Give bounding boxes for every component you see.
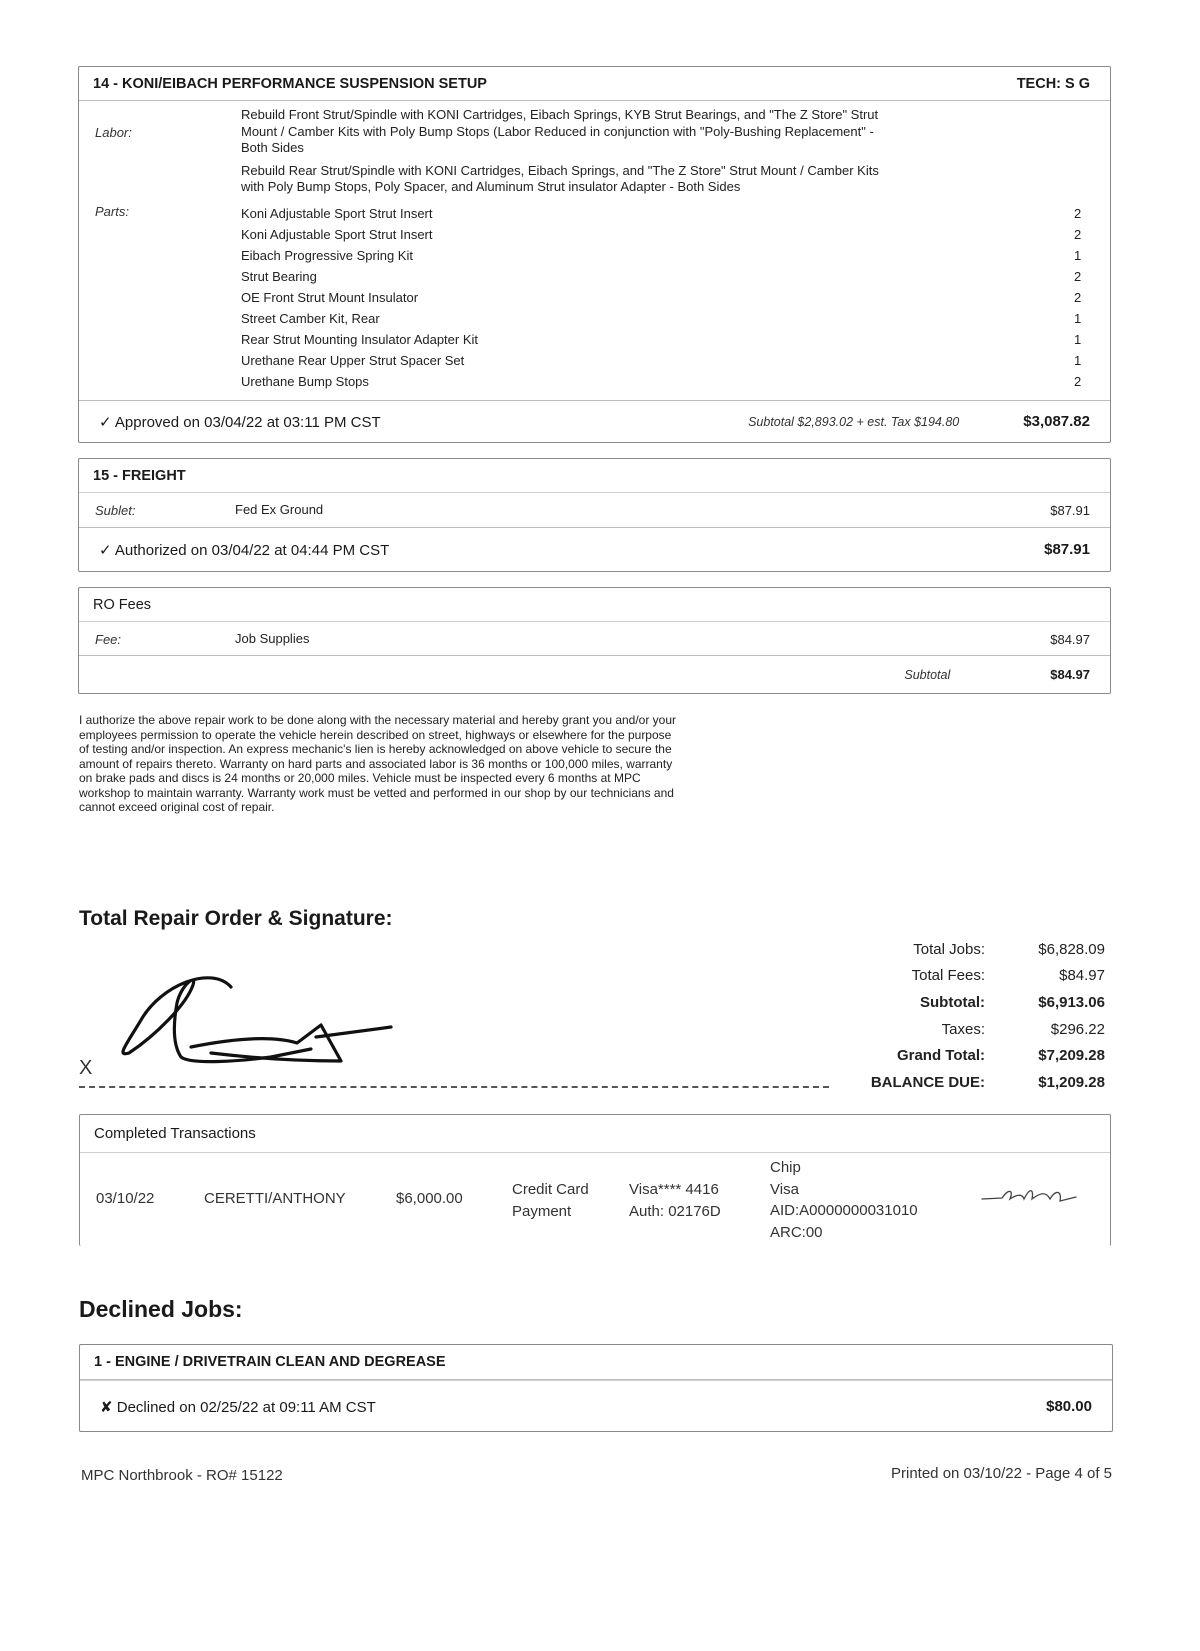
part-quantity: 1 xyxy=(1074,247,1082,263)
job-15-sublet xyxy=(79,493,1110,527)
sublet-amount: $87.91 xyxy=(1050,502,1090,518)
transactions-header xyxy=(80,1115,1110,1153)
fee-label: Fee: xyxy=(95,631,122,647)
totals-label: Subtotal: xyxy=(920,993,985,1011)
part-row xyxy=(241,351,1086,372)
totals-value: $1,209.28 xyxy=(1038,1073,1105,1091)
signature-line xyxy=(79,1086,829,1088)
parts-label: Parts: xyxy=(95,203,129,219)
ro-fees-subtotal: $84.97 xyxy=(1050,667,1090,682)
transactions-title: Completed Transactions xyxy=(94,1125,256,1142)
job-15-status: ✓ Authorized on 03/04/22 at 04:44 PM CST xyxy=(99,541,390,559)
part-name: Urethane Bump Stops xyxy=(241,373,369,389)
totals-label: Total Jobs: xyxy=(913,940,985,958)
declined-job-header xyxy=(80,1345,1112,1380)
job-14-parts xyxy=(79,196,1110,393)
transaction-amount: $6,000.00 xyxy=(396,1190,463,1207)
part-row xyxy=(241,330,1086,351)
labor-line-2: Rebuild Rear Strut/Spindle with KONI Cartridges, Eibach Springs, and "The Z Store" Strut Mount / Camber Kits with Poly Bump Stops, Poly Spacer, and Aluminum Strut insulator Adapter - Both Sides xyxy=(241,162,879,194)
job-14-card xyxy=(78,66,1111,443)
declined-job-amount: $80.00 xyxy=(1046,1398,1092,1415)
transaction-method-2: Payment xyxy=(512,1203,572,1220)
part-name: OE Front Strut Mount Insulator xyxy=(241,289,419,305)
part-quantity: 2 xyxy=(1074,289,1082,305)
totals-row xyxy=(800,936,1105,963)
ro-fees-footer xyxy=(79,655,1110,693)
customer-signature xyxy=(101,965,421,1085)
transaction-row xyxy=(80,1153,1110,1247)
totals-label: Total Fees: xyxy=(911,967,985,985)
part-row xyxy=(241,309,1086,330)
transaction-chip: Chip xyxy=(770,1159,801,1176)
totals-row xyxy=(800,989,1105,1016)
totals-heading: Total Repair Order & Signature: xyxy=(79,907,393,930)
job-14-footer xyxy=(79,400,1110,442)
ro-fees-header xyxy=(79,588,1110,622)
transaction-card: Visa**** 4416 xyxy=(629,1181,719,1198)
job-14-labor xyxy=(79,101,1110,196)
authorization-disclaimer: I authorize the above repair work to be done along with the necessary material and hereby grant you and/or your employees permission to operate the vehicle herein described on street, highways or elsewhere for the purpose of testing and/or inspection. An express mechanic's lien is hereby acknowledged on above vehicle to secure the amount of repairs thereto. Warranty on hard parts and associated labor is 36 months or 100,000 miles, warranty on brake pads and discs is 24 months or 20,000 miles. Vehicle must be inspected every 6 months at MPC workshop to maintain warranty. Warranty work must be vetted and performed in our shop by our technicians and cannot exceed original cost of repair. xyxy=(79,713,677,814)
job-14-title: 14 - KONI/EIBACH PERFORMANCE SUSPENSION SETUP xyxy=(93,75,487,92)
part-quantity: 2 xyxy=(1074,205,1082,221)
totals-value: $6,913.06 xyxy=(1038,993,1105,1011)
footer-shop-ro: MPC Northbrook - RO# 15122 xyxy=(81,1467,283,1484)
transaction-arc: ARC:00 xyxy=(770,1223,823,1241)
sublet-label: Sublet: xyxy=(95,502,136,518)
part-quantity: 2 xyxy=(1074,268,1082,284)
transaction-method-1: Credit Card xyxy=(512,1181,589,1198)
totals-table xyxy=(800,936,1105,1096)
labor-label: Labor: xyxy=(95,125,132,140)
sublet-description: Fed Ex Ground xyxy=(235,501,324,517)
part-name: Koni Adjustable Sport Strut Insert xyxy=(241,205,433,221)
totals-label: BALANCE DUE: xyxy=(870,1073,985,1091)
labor-line-1: Rebuild Front Strut/Spindle with KONI Cartridges, Eibach Springs, KYB Strut Bearings, and "The Z Store" Strut Mount / Camber Kits with Poly Bump Stops (Labor Reduced in conjunction with "Poly-Bushing Replacement" - Both Sides xyxy=(241,107,879,155)
footer-printed-page: Printed on 03/10/22 - Page 4 of 5 xyxy=(891,1465,1112,1482)
part-row xyxy=(241,288,1086,309)
part-row xyxy=(241,267,1086,288)
transaction-name: CERETTI/ANTHONY xyxy=(204,1190,346,1207)
transaction-aid: AID:A0000000031010 xyxy=(770,1202,918,1219)
parts-list xyxy=(241,204,1086,393)
signature-x-mark: X xyxy=(79,1057,93,1079)
part-quantity: 2 xyxy=(1074,226,1082,242)
totals-row xyxy=(800,963,1105,990)
ro-fees-card xyxy=(78,587,1111,694)
transaction-signature xyxy=(980,1181,1080,1211)
part-name: Eibach Progressive Spring Kit xyxy=(241,247,413,263)
job-14-total: $3,087.82 xyxy=(1023,413,1090,430)
part-name: Koni Adjustable Sport Strut Insert xyxy=(241,226,433,242)
totals-row xyxy=(800,1069,1105,1096)
part-quantity: 2 xyxy=(1074,373,1082,389)
totals-value: $6,828.09 xyxy=(1038,940,1105,958)
transactions-card xyxy=(79,1114,1111,1246)
totals-row xyxy=(800,1042,1105,1069)
part-row xyxy=(241,225,1086,246)
declined-heading: Declined Jobs: xyxy=(79,1296,243,1322)
totals-value: $296.22 xyxy=(1050,1020,1105,1038)
totals-label: Grand Total: xyxy=(896,1047,985,1065)
job-15-total: $87.91 xyxy=(1044,541,1090,558)
transaction-chip-brand: Visa xyxy=(770,1180,799,1198)
job-14-header xyxy=(79,67,1110,101)
job-14-tech: TECH: S G xyxy=(1016,75,1090,92)
job-14-status: ✓ Approved on 03/04/22 at 03:11 PM CST xyxy=(99,413,381,431)
part-row xyxy=(241,204,1086,225)
part-row xyxy=(241,372,1086,393)
part-row xyxy=(241,246,1086,267)
totals-row xyxy=(800,1016,1105,1043)
transaction-date: 03/10/22 xyxy=(96,1190,155,1207)
ro-fees-title: RO Fees xyxy=(93,596,152,613)
fee-amount: $84.97 xyxy=(1050,631,1090,647)
job-15-header xyxy=(79,459,1110,493)
declined-job-card xyxy=(79,1344,1113,1432)
declined-job-footer xyxy=(80,1380,1112,1432)
job-14-subtotal-text: Subtotal $2,893.02 + est. Tax $194.80 xyxy=(748,414,960,429)
fee-description: Job Supplies xyxy=(235,630,310,646)
totals-label: Taxes: xyxy=(941,1020,985,1038)
part-name: Street Camber Kit, Rear xyxy=(241,310,380,326)
ro-fees-subtotal-label: Subtotal xyxy=(904,667,951,682)
signature-area xyxy=(79,955,839,1095)
transaction-auth: Auth: 02176D xyxy=(629,1203,721,1220)
part-name: Urethane Rear Upper Strut Spacer Set xyxy=(241,352,465,368)
job-15-title: 15 - FREIGHT xyxy=(93,467,186,484)
job-15-card xyxy=(78,458,1111,572)
part-quantity: 1 xyxy=(1074,310,1082,326)
totals-value: $7,209.28 xyxy=(1038,1047,1105,1065)
part-name: Strut Bearing xyxy=(241,268,317,284)
part-name: Rear Strut Mounting Insulator Adapter Kit xyxy=(241,331,479,347)
declined-job-status: ✘ Declined on 02/25/22 at 09:11 AM CST xyxy=(100,1398,376,1416)
part-quantity: 1 xyxy=(1074,352,1082,368)
declined-job-title: 1 - ENGINE / DRIVETRAIN CLEAN AND DEGREASE xyxy=(94,1354,446,1370)
ro-fee-row xyxy=(79,622,1110,656)
totals-value: $84.97 xyxy=(1059,967,1105,985)
part-quantity: 1 xyxy=(1074,331,1082,347)
job-15-footer xyxy=(79,527,1110,571)
